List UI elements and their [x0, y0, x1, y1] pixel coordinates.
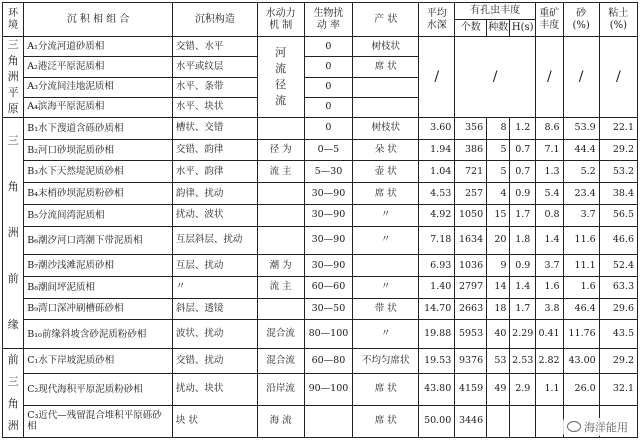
heavy-cell: 5.4 — [536, 183, 564, 205]
table-row — [3, 37, 638, 57]
depth-cell: 14.70 — [419, 298, 455, 320]
hydro-cell: 径 为 — [257, 139, 304, 161]
bio-cell: 5—30 — [304, 161, 353, 183]
hs-cell: 1.4 — [510, 276, 536, 298]
facies-cell: B₈潮间坪泥质相 — [24, 276, 173, 298]
hydro-cell: 河流径流 — [257, 37, 304, 118]
count-cell: 2797 — [455, 276, 487, 298]
occurrence-cell: 壶 状 — [353, 161, 419, 183]
table-header — [3, 3, 638, 37]
species-cell: 8 — [487, 118, 510, 140]
group-delta-front — [3, 118, 638, 349]
count-cell: 721 — [455, 161, 487, 183]
occurrence-cell: 朵 状 — [353, 139, 419, 161]
header-heavy: 重矿 丰度 — [536, 3, 564, 37]
occurrence-cell — [353, 255, 419, 277]
species-cell: 40 — [487, 320, 510, 349]
count-cell: 386 — [455, 139, 487, 161]
group-prodelta — [3, 349, 638, 438]
hs-cell: 0.7 — [510, 161, 536, 183]
heavy-cell: 1.4 — [536, 226, 564, 255]
bio-cell: 90—100 — [304, 373, 353, 405]
clay-cell: 43.5 — [599, 320, 637, 349]
species-cell: 20 — [487, 226, 510, 255]
structure-cell: 交错、水平 — [172, 37, 257, 57]
hydro-cell — [257, 226, 304, 255]
env-cell: 三角洲平原 — [3, 37, 24, 118]
header-sand: 砂 (%) — [563, 3, 599, 37]
heavy-cell: 7.1 — [536, 139, 564, 161]
depth-cell: 6.93 — [419, 255, 455, 277]
env-cell: 三角洲前缘 — [3, 118, 24, 349]
bio-cell: 0 — [304, 57, 353, 77]
clay-cell: 46.6 — [599, 226, 637, 255]
sand-cell: 5.2 — [563, 161, 599, 183]
sand-cell: 11.6 — [563, 226, 599, 255]
sand-cell: 11.1 — [563, 255, 599, 277]
bio-cell: 30—90 — [304, 226, 353, 255]
bio-cell: 30—90 — [304, 183, 353, 205]
occurrence-cell — [353, 77, 419, 97]
hydro-cell: 流 主 — [257, 161, 304, 183]
count-cell: 1634 — [455, 226, 487, 255]
hydro-cell — [257, 298, 304, 320]
occurrence-cell: 席 状 — [353, 183, 419, 205]
species-cell: 53 — [487, 349, 510, 374]
sand-cell: 44.4 — [563, 139, 599, 161]
structure-cell: 〃 — [172, 276, 257, 298]
facies-cell: C₁水下岸坡泥质砂相 — [24, 349, 173, 374]
structure-cell: 斜层、透镜 — [172, 298, 257, 320]
facies-cell: A₃分流间洼地泥质相 — [24, 77, 173, 97]
facies-cell: B₃水下天然堤泥质砂相 — [24, 161, 173, 183]
bio-cell: 0—5 — [304, 139, 353, 161]
facies-table — [2, 2, 638, 438]
watermark: 海洋能用 — [563, 418, 632, 436]
occurrence-cell: 席 状 — [353, 405, 419, 437]
table-row — [3, 204, 638, 226]
bio-cell: 0 — [304, 118, 353, 140]
structure-cell: 交错、韵律 — [172, 139, 257, 161]
table-row — [3, 373, 638, 405]
occurrence-cell: 席 状 — [353, 373, 419, 405]
structure-cell: 扰动、块状 — [172, 373, 257, 405]
facies-cell: C₃近代—残留混合堆积平原砾砂相 — [24, 405, 173, 437]
heavy-cell: 1.1 — [536, 373, 564, 405]
species-cell: 14 — [487, 276, 510, 298]
table-row — [3, 118, 638, 140]
header-hydro: 水动力 机 制 — [257, 3, 304, 37]
bio-cell: 60—60 — [304, 276, 353, 298]
hs-cell: 0.9 — [510, 183, 536, 205]
facies-cell: B₅分流间湾泥质相 — [24, 204, 173, 226]
structure-cell: 水平、条带 — [172, 77, 257, 97]
heavy-cell: 0.8 — [536, 204, 564, 226]
clay-cell: 22.1 — [599, 118, 637, 140]
occurrence-cell — [353, 97, 419, 117]
header-hs: H(s) — [510, 20, 536, 37]
wechat-icon — [567, 421, 581, 432]
table-row — [3, 183, 638, 205]
heavy-cell: 8.6 — [536, 118, 564, 140]
structure-cell: 互层斜层、扰动 — [172, 226, 257, 255]
hs-cell: 0.9 — [510, 255, 536, 277]
depth-cell: 1.40 — [419, 276, 455, 298]
hs-cell: 1.7 — [510, 204, 536, 226]
group-delta-plain — [3, 37, 638, 118]
facies-cell: B₁水下溲道含砾砂质相 — [24, 118, 173, 140]
species-cell — [487, 405, 510, 437]
sand-cell: 1.6 — [563, 276, 599, 298]
hydro-cell: 混合流 — [257, 320, 304, 349]
sand-cell: 23.4 — [563, 183, 599, 205]
hs-cell: 1.8 — [510, 226, 536, 255]
header-depth: 平均 水深 — [419, 3, 455, 37]
sand-cell: 26.0 — [563, 373, 599, 405]
structure-cell: 韵律、扰动 — [172, 183, 257, 205]
sand-cell: 11.76 — [563, 320, 599, 349]
sand-cell: 46.4 — [563, 298, 599, 320]
clay-cell: 29.2 — [599, 349, 637, 374]
header-count: 个数 — [455, 20, 487, 37]
header-species: 种数 — [487, 20, 510, 37]
structure-cell: 水平、块状 — [172, 97, 257, 117]
species-cell: 5 — [487, 139, 510, 161]
species-cell: 18 — [487, 298, 510, 320]
heavy-cell: 3.7 — [536, 255, 564, 277]
depth-cell: 1.94 — [419, 139, 455, 161]
depth-cell: / — [419, 37, 455, 118]
table-row — [3, 255, 638, 277]
facies-cell: A₁分流河道砂质相 — [24, 37, 173, 57]
heavy-cell: 1.3 — [536, 161, 564, 183]
hs-cell — [510, 405, 536, 437]
hs-cell: 2.53 — [510, 349, 536, 374]
sand-cell: 53.9 — [563, 118, 599, 140]
bio-cell: 60—80 — [304, 349, 353, 374]
sand-cell: / — [563, 37, 599, 118]
depth-cell: 43.80 — [419, 373, 455, 405]
species-cell: 5 — [487, 161, 510, 183]
count-cell: 1036 — [455, 255, 487, 277]
count-cell: 3446 — [455, 405, 487, 437]
header-porosity: 有孔虫丰度 — [455, 3, 536, 20]
structure-cell: 波状、扰动 — [172, 320, 257, 349]
occurrence-cell: 树枝状 — [353, 37, 419, 57]
count-cell: 356 — [455, 118, 487, 140]
facies-cell: B₂河口砂坝泥质砂相 — [24, 139, 173, 161]
occurrence-cell: 不均匀席状 — [353, 349, 419, 374]
facies-cell: A₄滨海平原泥质相 — [24, 97, 173, 117]
depth-cell: 50.00 — [419, 405, 455, 437]
hs-cell: 1.2 — [510, 118, 536, 140]
table-row — [3, 320, 638, 349]
bio-cell: 0 — [304, 37, 353, 57]
clay-cell: 32.1 — [599, 373, 637, 405]
table-row — [3, 161, 638, 183]
depth-cell: 3.60 — [419, 118, 455, 140]
porosity-cell: / — [455, 37, 536, 118]
species-cell: 9 — [487, 255, 510, 277]
occurrence-cell: 〃 — [353, 320, 419, 349]
header-occurrence: 产 状 — [353, 3, 419, 37]
facies-cell: C₂现代海积平原泥质粉砂相 — [24, 373, 173, 405]
hs-cell: 0.7 — [510, 139, 536, 161]
bio-cell: 0 — [304, 97, 353, 117]
clay-cell: 38.4 — [599, 183, 637, 205]
table-row — [3, 298, 638, 320]
depth-cell: 7.18 — [419, 226, 455, 255]
heavy-cell: 2.82 — [536, 349, 564, 374]
count-cell: 2663 — [455, 298, 487, 320]
depth-cell: 19.53 — [419, 349, 455, 374]
structure-cell: 槽状、交错 — [172, 118, 257, 140]
table-row — [3, 226, 638, 255]
sand-cell: 3.7 — [563, 204, 599, 226]
facies-cell: A₂港泛平原泥质相 — [24, 57, 173, 77]
depth-cell: 1.04 — [419, 161, 455, 183]
structure-cell: 水平、韵律 — [172, 161, 257, 183]
heavy-cell: 0.41 — [536, 320, 564, 349]
heavy-cell: / — [536, 37, 564, 118]
clay-cell: 29.2 — [599, 139, 637, 161]
depth-cell: 19.88 — [419, 320, 455, 349]
header-facies: 沉 积 相 组 合 — [24, 3, 173, 37]
structure-cell: 块 状 — [172, 405, 257, 437]
structure-cell: 互层、扰动 — [172, 255, 257, 277]
sand-cell: 43.00 — [563, 349, 599, 374]
table-row — [3, 349, 638, 374]
table-row — [3, 139, 638, 161]
species-cell: 49 — [487, 373, 510, 405]
clay-cell: / — [599, 37, 637, 118]
species-cell: 15 — [487, 204, 510, 226]
structure-cell: 交错、扰动 — [172, 349, 257, 374]
hydro-cell — [257, 118, 304, 140]
hs-cell: 1.7 — [510, 298, 536, 320]
hydro-cell: 沿岸流 — [257, 373, 304, 405]
hydro-cell: 海 流 — [257, 405, 304, 437]
heavy-cell — [536, 405, 564, 437]
facies-cell: B₄末梢砂坝泥质粉砂相 — [24, 183, 173, 205]
clay-cell: 63.3 — [599, 276, 637, 298]
bio-cell: 0 — [304, 77, 353, 97]
depth-cell: 4.53 — [419, 183, 455, 205]
depth-cell: 4.92 — [419, 204, 455, 226]
clay-cell: 53.2 — [599, 161, 637, 183]
bio-cell: 80—100 — [304, 320, 353, 349]
occurrence-cell: 树枝状 — [353, 118, 419, 140]
occurrence-cell: 〃 — [353, 204, 419, 226]
header-env: 环 境 — [3, 3, 24, 37]
hydro-cell: 流 主 — [257, 276, 304, 298]
header-structure: 沉积构造 — [172, 3, 257, 37]
env-cell: 前三角洲 — [3, 349, 24, 438]
facies-table-page — [2, 2, 638, 438]
clay-cell: 52.4 — [599, 255, 637, 277]
hydro-cell — [257, 204, 304, 226]
facies-cell: B₆潮汐河口湾潮下带泥质相 — [24, 226, 173, 255]
structure-cell: 水平或纹层 — [172, 57, 257, 77]
occurrence-cell: 席 状 — [353, 57, 419, 77]
heavy-cell: 3.8 — [536, 298, 564, 320]
facies-cell: B₇潮沙浅滩泥质砂相 — [24, 255, 173, 277]
count-cell: 4159 — [455, 373, 487, 405]
clay-cell: 56.5 — [599, 204, 637, 226]
table-row — [3, 276, 638, 298]
structure-cell: 扰动、波状 — [172, 204, 257, 226]
count-cell: 257 — [455, 183, 487, 205]
occurrence-cell: 〃 — [353, 276, 419, 298]
bio-cell: 30—90 — [304, 255, 353, 277]
facies-cell: B₉湾口深冲刷槽砾砂相 — [24, 298, 173, 320]
hydro-cell: 混合流 — [257, 349, 304, 374]
heavy-cell: 1.6 — [536, 276, 564, 298]
bio-cell — [304, 405, 353, 437]
hs-cell: 2.9 — [510, 373, 536, 405]
hydro-cell: 潮 为 — [257, 255, 304, 277]
occurrence-cell: 〃 — [353, 226, 419, 255]
header-clay: 粘土 (%) — [599, 3, 637, 37]
count-cell: 9376 — [455, 349, 487, 374]
species-cell: 4 — [487, 183, 510, 205]
count-cell: 1050 — [455, 204, 487, 226]
header-bio: 生物扰 动 率 — [304, 3, 353, 37]
hs-cell: 2.29 — [510, 320, 536, 349]
facies-cell: B₁₀前缘斜坡含砂泥质粉砂相 — [24, 320, 173, 349]
bio-cell: 30—50 — [304, 298, 353, 320]
count-cell: 5953 — [455, 320, 487, 349]
occurrence-cell: 带 状 — [353, 298, 419, 320]
hydro-cell — [257, 183, 304, 205]
bio-cell: 30—90 — [304, 204, 353, 226]
clay-cell: 29.6 — [599, 298, 637, 320]
table-row — [3, 405, 638, 437]
